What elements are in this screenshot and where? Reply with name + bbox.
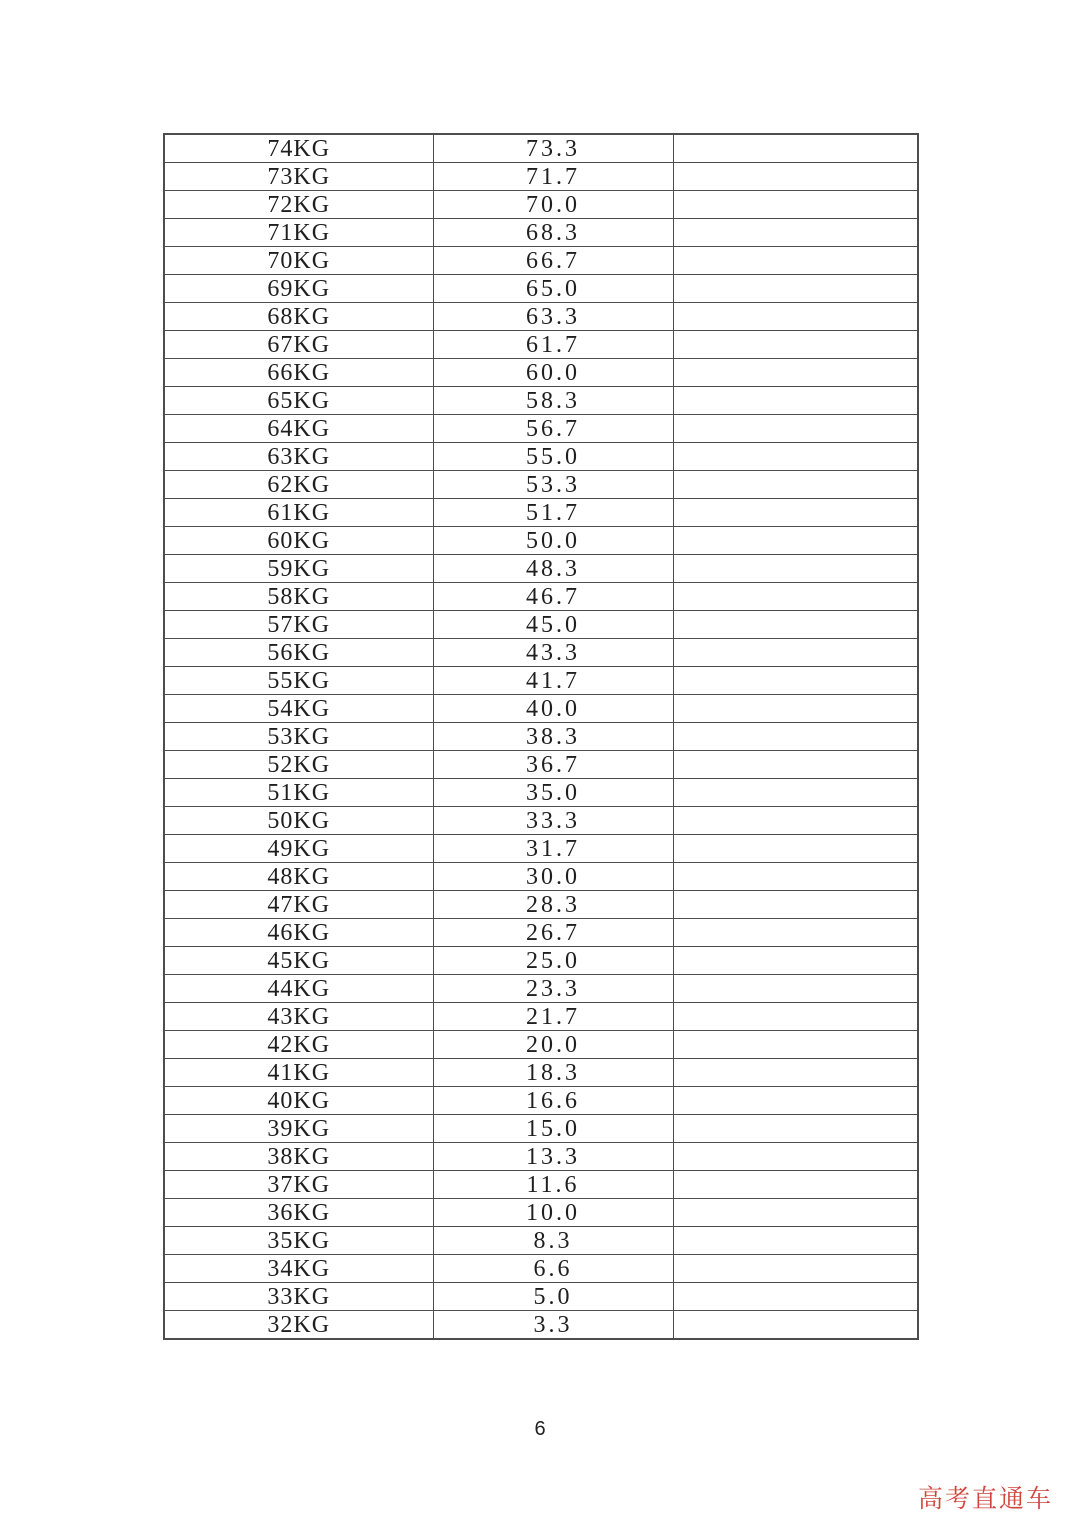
table-row <box>164 527 918 555</box>
table-row <box>164 667 918 695</box>
score-cell: 58.3 <box>433 387 673 415</box>
score-cell: 66.7 <box>433 247 673 275</box>
weight-cell: 71KG <box>164 219 433 247</box>
table-row <box>164 275 918 303</box>
empty-cell <box>673 667 918 695</box>
empty-cell <box>673 947 918 975</box>
table-row <box>164 415 918 443</box>
table-row <box>164 387 918 415</box>
empty-cell <box>673 611 918 639</box>
empty-cell <box>673 1031 918 1059</box>
weight-cell: 33KG <box>164 1283 433 1311</box>
weight-cell: 57KG <box>164 611 433 639</box>
weight-cell: 42KG <box>164 1031 433 1059</box>
table-row <box>164 359 918 387</box>
empty-cell <box>673 134 918 163</box>
empty-cell <box>673 359 918 387</box>
weight-cell: 32KG <box>164 1311 433 1340</box>
empty-cell <box>673 415 918 443</box>
score-cell: 41.7 <box>433 667 673 695</box>
score-cell: 30.0 <box>433 863 673 891</box>
empty-cell <box>673 1311 918 1340</box>
score-cell: 35.0 <box>433 779 673 807</box>
score-cell: 16.6 <box>433 1087 673 1115</box>
empty-cell <box>673 275 918 303</box>
weight-cell: 72KG <box>164 191 433 219</box>
empty-cell <box>673 975 918 1003</box>
score-cell: 40.0 <box>433 695 673 723</box>
table-row <box>164 723 918 751</box>
weight-cell: 43KG <box>164 1003 433 1031</box>
empty-cell <box>673 471 918 499</box>
weight-cell: 52KG <box>164 751 433 779</box>
table-row <box>164 1283 918 1311</box>
weight-cell: 36KG <box>164 1199 433 1227</box>
table-row <box>164 1031 918 1059</box>
weight-cell: 37KG <box>164 1171 433 1199</box>
weight-cell: 48KG <box>164 863 433 891</box>
score-cell: 28.3 <box>433 891 673 919</box>
empty-cell <box>673 247 918 275</box>
empty-cell <box>673 387 918 415</box>
empty-cell <box>673 1115 918 1143</box>
table-row <box>164 1087 918 1115</box>
table-row <box>164 499 918 527</box>
weight-cell: 45KG <box>164 947 433 975</box>
weight-table-body <box>164 134 918 1339</box>
score-cell: 48.3 <box>433 555 673 583</box>
empty-cell <box>673 807 918 835</box>
page-number: 6 <box>534 1418 546 1440</box>
table-row <box>164 443 918 471</box>
weight-cell: 62KG <box>164 471 433 499</box>
table-row <box>164 1143 918 1171</box>
table-row <box>164 1059 918 1087</box>
score-cell: 18.3 <box>433 1059 673 1087</box>
score-cell: 13.3 <box>433 1143 673 1171</box>
empty-cell <box>673 835 918 863</box>
empty-cell <box>673 1059 918 1087</box>
empty-cell <box>673 1283 918 1311</box>
empty-cell <box>673 1255 918 1283</box>
score-cell: 26.7 <box>433 919 673 947</box>
score-cell: 21.7 <box>433 1003 673 1031</box>
weight-cell: 64KG <box>164 415 433 443</box>
score-cell: 43.3 <box>433 639 673 667</box>
empty-cell <box>673 863 918 891</box>
empty-cell <box>673 303 918 331</box>
score-cell: 5.0 <box>433 1283 673 1311</box>
score-cell: 51.7 <box>433 499 673 527</box>
table-row <box>164 639 918 667</box>
table-row <box>164 1227 918 1255</box>
score-cell: 65.0 <box>433 275 673 303</box>
weight-cell: 54KG <box>164 695 433 723</box>
empty-cell <box>673 219 918 247</box>
empty-cell <box>673 583 918 611</box>
empty-cell <box>673 499 918 527</box>
weight-cell: 50KG <box>164 807 433 835</box>
score-cell: 10.0 <box>433 1199 673 1227</box>
score-cell: 33.3 <box>433 807 673 835</box>
weight-cell: 59KG <box>164 555 433 583</box>
table-row <box>164 331 918 359</box>
score-cell: 36.7 <box>433 751 673 779</box>
weight-cell: 69KG <box>164 275 433 303</box>
table-row <box>164 779 918 807</box>
empty-cell <box>673 555 918 583</box>
weight-cell: 70KG <box>164 247 433 275</box>
empty-cell <box>673 723 918 751</box>
score-cell: 25.0 <box>433 947 673 975</box>
table-row <box>164 807 918 835</box>
empty-cell <box>673 919 918 947</box>
score-cell: 6.6 <box>433 1255 673 1283</box>
empty-cell <box>673 891 918 919</box>
weight-cell: 67KG <box>164 331 433 359</box>
empty-cell <box>673 1087 918 1115</box>
score-cell: 8.3 <box>433 1227 673 1255</box>
weight-cell: 44KG <box>164 975 433 1003</box>
score-cell: 68.3 <box>433 219 673 247</box>
table-row <box>164 247 918 275</box>
table-row <box>164 134 918 163</box>
weight-cell: 47KG <box>164 891 433 919</box>
weight-cell: 38KG <box>164 1143 433 1171</box>
empty-cell <box>673 163 918 191</box>
table-row <box>164 835 918 863</box>
score-cell: 38.3 <box>433 723 673 751</box>
table-row <box>164 191 918 219</box>
weight-cell: 58KG <box>164 583 433 611</box>
empty-cell <box>673 639 918 667</box>
watermark-brand-text: 高考直通车 <box>917 1485 1053 1513</box>
score-cell: 20.0 <box>433 1031 673 1059</box>
weight-cell: 34KG <box>164 1255 433 1283</box>
empty-cell <box>673 443 918 471</box>
weight-cell: 63KG <box>164 443 433 471</box>
table-row <box>164 555 918 583</box>
table-row <box>164 891 918 919</box>
empty-cell <box>673 751 918 779</box>
table-row <box>164 611 918 639</box>
empty-cell <box>673 1171 918 1199</box>
score-cell: 23.3 <box>433 975 673 1003</box>
weight-score-table <box>163 133 919 1340</box>
weight-cell: 66KG <box>164 359 433 387</box>
table-row <box>164 1199 918 1227</box>
empty-cell <box>673 695 918 723</box>
empty-cell <box>673 1003 918 1031</box>
score-cell: 50.0 <box>433 527 673 555</box>
weight-cell: 65KG <box>164 387 433 415</box>
empty-cell <box>673 331 918 359</box>
weight-cell: 35KG <box>164 1227 433 1255</box>
empty-cell <box>673 1199 918 1227</box>
empty-cell <box>673 191 918 219</box>
weight-cell: 41KG <box>164 1059 433 1087</box>
table-row <box>164 1255 918 1283</box>
table-row <box>164 1115 918 1143</box>
score-cell: 56.7 <box>433 415 673 443</box>
table-row <box>164 863 918 891</box>
table-row <box>164 975 918 1003</box>
table-row <box>164 1311 918 1340</box>
weight-cell: 40KG <box>164 1087 433 1115</box>
weight-cell: 49KG <box>164 835 433 863</box>
weight-cell: 51KG <box>164 779 433 807</box>
score-cell: 70.0 <box>433 191 673 219</box>
score-cell: 11.6 <box>433 1171 673 1199</box>
weight-cell: 60KG <box>164 527 433 555</box>
score-cell: 73.3 <box>433 134 673 163</box>
score-cell: 60.0 <box>433 359 673 387</box>
empty-cell <box>673 1227 918 1255</box>
weight-cell: 39KG <box>164 1115 433 1143</box>
table-row <box>164 303 918 331</box>
weight-cell: 68KG <box>164 303 433 331</box>
empty-cell <box>673 779 918 807</box>
weight-cell: 55KG <box>164 667 433 695</box>
table-row <box>164 751 918 779</box>
score-cell: 15.0 <box>433 1115 673 1143</box>
score-cell: 45.0 <box>433 611 673 639</box>
score-cell: 3.3 <box>433 1311 673 1340</box>
score-cell: 71.7 <box>433 163 673 191</box>
score-cell: 61.7 <box>433 331 673 359</box>
table-row <box>164 1171 918 1199</box>
weight-cell: 74KG <box>164 134 433 163</box>
score-cell: 55.0 <box>433 443 673 471</box>
score-cell: 63.3 <box>433 303 673 331</box>
weight-cell: 46KG <box>164 919 433 947</box>
empty-cell <box>673 1143 918 1171</box>
score-cell: 53.3 <box>433 471 673 499</box>
score-cell: 46.7 <box>433 583 673 611</box>
table-row <box>164 583 918 611</box>
weight-cell: 56KG <box>164 639 433 667</box>
table-row <box>164 695 918 723</box>
weight-cell: 53KG <box>164 723 433 751</box>
table-row <box>164 219 918 247</box>
score-cell: 31.7 <box>433 835 673 863</box>
table-row <box>164 471 918 499</box>
table-row <box>164 1003 918 1031</box>
empty-cell <box>673 527 918 555</box>
table-row <box>164 163 918 191</box>
weight-cell: 73KG <box>164 163 433 191</box>
table-row <box>164 947 918 975</box>
weight-cell: 61KG <box>164 499 433 527</box>
table-row <box>164 919 918 947</box>
